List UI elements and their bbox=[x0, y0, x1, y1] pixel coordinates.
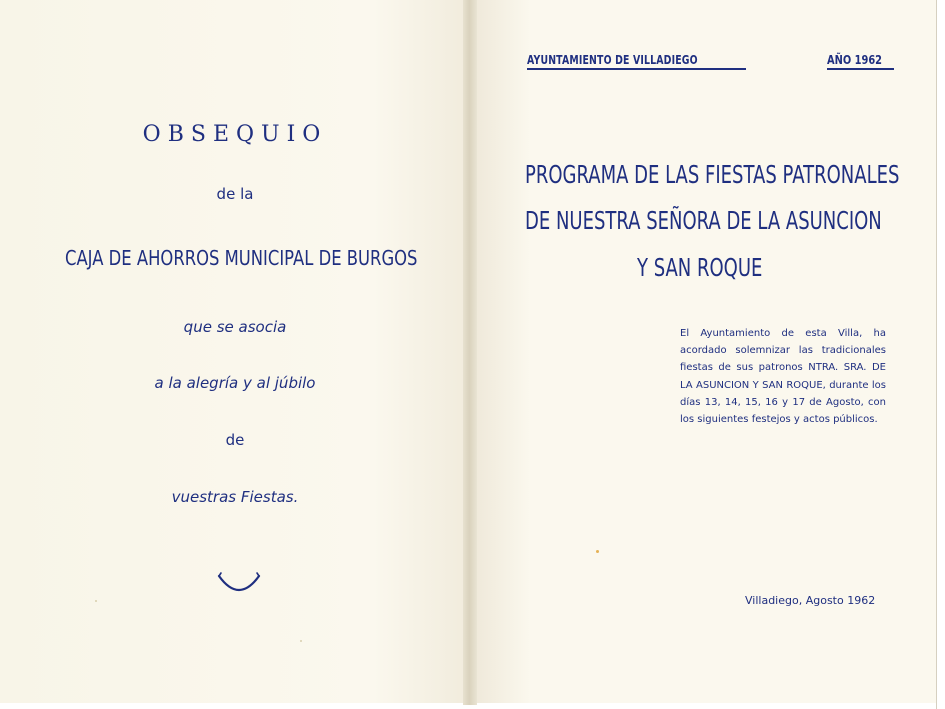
dedication-line-3: de bbox=[225, 431, 245, 449]
program-title-text: DE NUESTRA SEÑORA DE LA ASUNCION bbox=[525, 206, 882, 235]
booklet-gutter bbox=[463, 0, 477, 705]
gift-heading: OBSEQUIO bbox=[142, 122, 328, 147]
institution-name-text: CAJA DE AHORROS MUNICIPAL DE BURGOS bbox=[65, 246, 418, 270]
program-title-text: Y SAN ROQUE bbox=[637, 253, 763, 282]
program-title-line-2 bbox=[525, 206, 945, 235]
town-council-header bbox=[527, 53, 746, 70]
dedication-line-2: a la alegría y al júbilo bbox=[154, 374, 316, 392]
institution-name bbox=[65, 246, 495, 270]
town-council-header-text: AYUNTAMIENTO DE VILLADIEGO bbox=[527, 53, 698, 67]
dedication-line-1: que se asocia bbox=[183, 318, 287, 336]
program-title-line-1 bbox=[525, 160, 945, 189]
scan-edge bbox=[936, 0, 945, 709]
program-title-line-3 bbox=[637, 253, 811, 282]
smile-ornament-icon bbox=[217, 570, 261, 601]
dedication-line-4: vuestras Fiestas. bbox=[171, 488, 299, 506]
announcement-paragraph: El Ayuntamiento de esta Villa, ha acordado solemnizar las tradicionales fiestas de sus patronos NTRA. SRA. DE LA ASUNCION Y SAN ROQUE, durante los días 13, 14, 15, 16 y 17 de Agosto, con los siguientes festejos y actos públicos. bbox=[680, 328, 886, 426]
paper-speck bbox=[596, 550, 599, 553]
connector-text-de-la: de la bbox=[216, 185, 254, 203]
year-header bbox=[827, 53, 894, 70]
program-title-text: PROGRAMA DE LAS FIESTAS PATRONALES bbox=[525, 160, 900, 189]
place-date-signature: Villadiego, Agosto 1962 bbox=[745, 594, 876, 607]
year-header-text: AÑO 1962 bbox=[827, 53, 883, 67]
paper-speck bbox=[300, 640, 302, 642]
paper-speck bbox=[95, 600, 97, 602]
